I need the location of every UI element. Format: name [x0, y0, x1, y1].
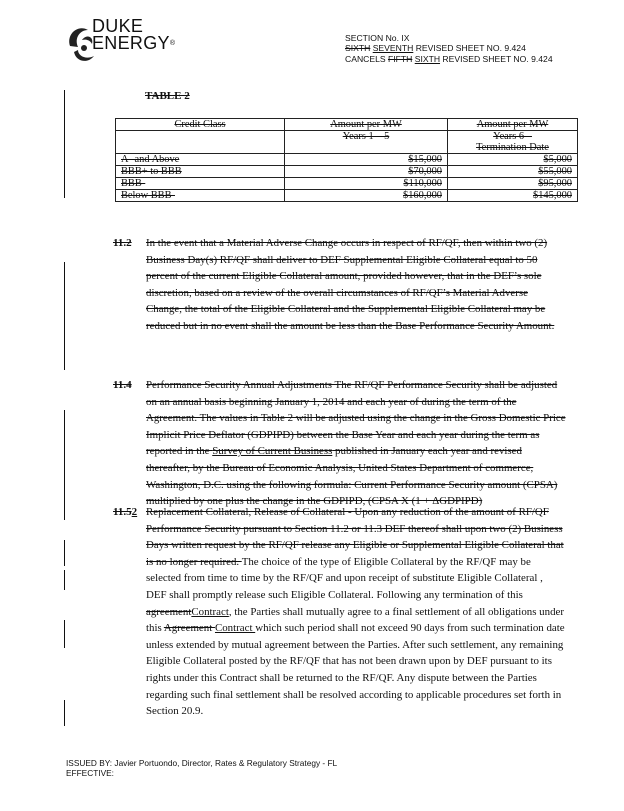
table-row: [116, 178, 578, 190]
section-11-4-part-a: Performance Security Annual Adjustments The RF/QF Performance Security shall be adjusted on an annual basis beginning January 1, 2014 and each year of during the term of the Agreement. The values in Table 2 will be adjusted using the change in the Gross Domestic Price Implicit Price Deflator (GDPIPD) between the Base Year and each year during the term as reported in the: [146, 379, 566, 458]
registered-mark: ®: [169, 40, 176, 47]
change-bar: [64, 620, 65, 648]
header-amount-years-1-5: Amount per MW: [285, 119, 448, 131]
section-11-5-text: [146, 504, 566, 720]
change-bar: [64, 570, 65, 590]
issued-by: ISSUED BY: Javier Portuondo, Director, Rates & Regulatory Strategy - FL: [66, 758, 338, 768]
section-number: SECTION No. IX: [345, 33, 410, 43]
change-bar: [64, 262, 65, 370]
deleted-replacement-collateral: Replacement Collateral, Release of Collateral - Upon any reduction of the amount of RF/QF Performance Security pursuant to Section 11.2 or 11.3 DEF thereof shall upon two (2) Business Days written request by the RF/QF release any Eligible or Supplemental Eligible Collateral that is no longer required.: [146, 506, 564, 568]
footer: [66, 758, 337, 779]
amount-cell: $15,000: [285, 154, 448, 166]
credit-class-table: [115, 118, 578, 202]
cancels-suffix: REVISED SHEET NO. 9.424: [442, 53, 553, 64]
section-number-11-4-text: 11.4: [113, 379, 132, 391]
header-credit-class: Credit Class: [116, 119, 285, 131]
cancels-prefix: CANCELS: [345, 53, 386, 64]
subheader2-empty: [285, 142, 448, 154]
credit-class-cell: A- and Above: [116, 154, 285, 166]
subheader2-empty: [116, 142, 285, 154]
section-11-2-text: In the event that a Material Adverse Change occurs in respect of RF/QF, then within two (2) Business Day(s) RF/QF shall deliver to DEF Supplemental Eligible Collateral equal to 50 percent of the current Eligible Collateral amount, provided however, that in the DEF’s sole discretion, based on a review of the overall circumstances of RF/QF’s Material Adverse Change, the total of the Eligible Collateral and the Supplemental Eligible Collateral may be reduced but in no event shall the amount be less than the Base Performance Security Amount.: [146, 237, 555, 332]
section-number-11-2: 11.2: [113, 237, 132, 249]
change-bar: [64, 700, 65, 726]
table-subheader-row: [116, 131, 578, 143]
sheet-suffix: REVISED SHEET NO. 9.424: [415, 43, 526, 54]
deleted-agreement-2: Agreement: [163, 622, 215, 635]
amount-cell: $5,000: [448, 154, 578, 166]
logo-line-2-wrap: [92, 35, 175, 52]
cancels-line: [345, 54, 553, 64]
section-number-new: 2: [131, 506, 138, 518]
inserted-contract-2: Contract: [214, 622, 256, 635]
table-row: [116, 166, 578, 178]
section-11-5-part-2: , the Parties shall mutually agree to a final settlement of all obligations under this: [146, 605, 564, 635]
change-bar: [64, 90, 65, 198]
sheet-new: SEVENTH: [372, 43, 414, 54]
amount-cell: $145,000: [448, 190, 578, 202]
logo-wordmark: [92, 18, 175, 52]
table-header-row: [116, 119, 578, 131]
section-header: [345, 33, 553, 64]
amount-cell: $55,000: [448, 166, 578, 178]
change-bar: [64, 410, 65, 520]
logo-line-1: DUKE: [92, 16, 144, 36]
section-11-4-part-b: published in January each year and revised thereafter, by the Bureau of Economic Analysis, United States Department of commerce, Washington, D.C. using the following formula: Current Performance Security amount (CPSA) multiplied by one plus the change in the GDPIPD, (CPSA X (1 + ΔGDPIPD): [146, 445, 558, 508]
subheader-years-6: Years 6 –: [448, 131, 578, 143]
cancels-old: FIFTH: [387, 53, 413, 64]
header-amount-years-6: Amount per MW: [448, 119, 578, 131]
revised-sheet-line: [345, 43, 553, 53]
amount-cell: $70,000: [285, 166, 448, 178]
subheader-empty: [116, 131, 285, 143]
table-row: [116, 190, 578, 202]
section-11-5-part-1: The choice of the type of Eligible Collateral by the RF/QF may be selected from time to time by the RF/QF and upon receipt of substitute Eligible Collateral , DEF shall promptly release such Eligible Collateral. Following any termination of this: [146, 555, 543, 601]
sheet-old: SIXTH: [345, 43, 371, 54]
credit-class-cell: BBB+ to BBB: [116, 166, 285, 178]
section-number-old: 11.5: [113, 506, 132, 518]
section-number-11-5: [113, 506, 137, 518]
inserted-contract: Contract: [191, 605, 229, 618]
cancels-new: SIXTH: [414, 53, 441, 64]
section-11-4-text: [146, 377, 566, 510]
effective: EFFECTIVE:: [66, 768, 114, 779]
amount-cell: $95,000: [448, 178, 578, 190]
credit-class-cell: Below BBB-: [116, 190, 285, 202]
credit-class-cell: BBB-: [116, 178, 285, 190]
deleted-agreement: agreement: [146, 605, 192, 618]
section-11-5-part-3: which such period shall not exceed 90 days from such termination date unless extended by mutual agreement between the Parties. After such settlement, any remaining Eligible Collateral posted by the RF/QF that has not been drawn upon by DEF pursuant to its rights under this Contract shall be returned to the RF/QF. Any dispute between the Parties regarding such final settlement shall be resolved according to applicable procedures set forth in Section 20.9.: [146, 622, 565, 718]
table-subheader-row-2: [116, 142, 578, 154]
subheader-years-1-5: Years 1 – 5: [285, 131, 448, 143]
section-number-11-4: [113, 379, 132, 391]
table-row: [116, 154, 578, 166]
logo-line-2: ENERGY: [92, 33, 170, 53]
amount-cell: $160,000: [285, 190, 448, 202]
subheader-termination-date: Termination Date: [448, 142, 578, 154]
survey-of-current-business: Survey of Current Business: [212, 445, 333, 458]
amount-cell: $110,000: [285, 178, 448, 190]
table-title: TABLE 2: [145, 90, 190, 102]
change-bar: [64, 540, 65, 566]
